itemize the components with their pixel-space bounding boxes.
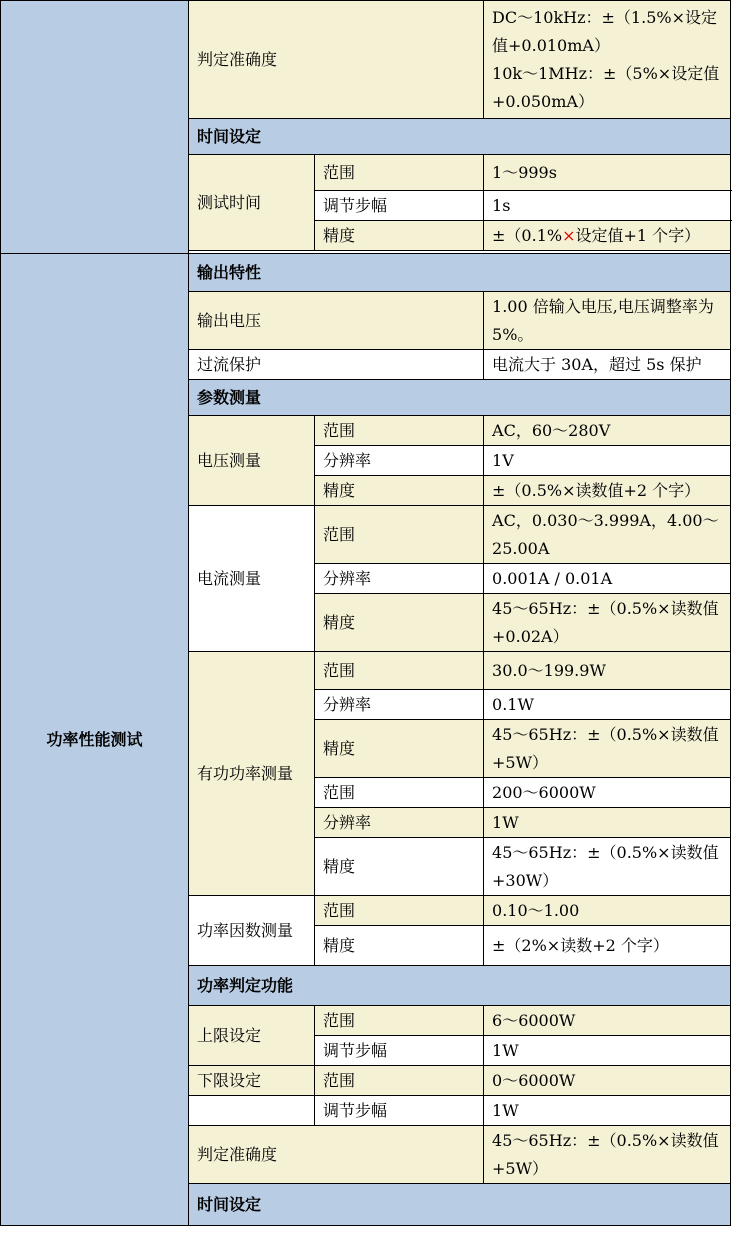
judge-accuracy-value: 45～65Hz：±（0.5%×读数值+5W）	[484, 1126, 731, 1184]
section-row	[1, 254, 731, 292]
precision-value: ±（0.5%×读数值+2 个字）	[484, 476, 731, 506]
range-label: 范围	[315, 155, 484, 191]
category-power-performance: 功率性能测试	[1, 254, 189, 1226]
range-value: AC，60～280V	[484, 416, 731, 446]
resolution-label: 分辨率	[315, 690, 484, 720]
precision-label: 精度	[315, 594, 484, 652]
range-value: 6～6000W	[484, 1006, 731, 1036]
resolution-value: 1W	[484, 808, 731, 838]
range-label: 范围	[315, 1006, 484, 1036]
judge-accuracy-line-2: 10k～1MHz：±（5%×设定值+0.050mA）	[492, 63, 720, 111]
range-label: 范围	[315, 506, 484, 564]
precision-value: 45～65Hz：±（0.5%×读数值+30W）	[484, 838, 731, 896]
range-label: 范围	[315, 896, 484, 926]
precision-label: 精度	[315, 838, 484, 896]
range-value: 30.0～199.9W	[484, 652, 731, 690]
step-value: 1W	[484, 1096, 731, 1126]
range-value: 200～6000W	[484, 778, 731, 808]
resolution-value: 1V	[484, 446, 731, 476]
lower-limit-empty-cell	[189, 1096, 315, 1126]
test-time-label: 测试时间	[189, 155, 315, 251]
range-value: AC，0.030～3.999A，4.00～25.00A	[484, 506, 731, 564]
overcurrent-label: 过流保护	[189, 350, 484, 380]
resolution-value: 0.001A / 0.01A	[484, 564, 731, 594]
current-label: 电流测量	[189, 506, 315, 652]
judge-accuracy-value	[484, 1, 731, 119]
output-voltage-value: 1.00 倍输入电压,电压调整率为 5%。	[484, 292, 731, 350]
judge-accuracy-line-1: DC～10kHz：±（1.5%×设定值+0.010mA）	[492, 7, 717, 55]
range-label: 范围	[315, 416, 484, 446]
precision-value: 45～65Hz：±（0.5%×读数值+0.02A）	[484, 594, 731, 652]
precision-value	[484, 221, 731, 251]
precision-value: ±（2%×读数+2 个字）	[484, 926, 731, 966]
judge-accuracy-label: 判定准确度	[189, 1126, 484, 1184]
range-label: 范围	[315, 1066, 484, 1096]
category-cell-previous	[1, 1, 189, 254]
step-value: 1s	[484, 191, 731, 221]
active-power-label: 有功功率测量	[189, 652, 315, 896]
precision-label: 精度	[315, 926, 484, 966]
precision-prefix: ±（0.1%	[492, 225, 563, 245]
range-value: 0～6000W	[484, 1066, 731, 1096]
power-factor-label: 功率因数测量	[189, 896, 315, 966]
step-label: 调节步幅	[315, 1036, 484, 1066]
step-label: 调节步幅	[315, 191, 484, 221]
range-label: 范围	[315, 778, 484, 808]
lower-limit-label: 下限设定	[189, 1066, 315, 1096]
precision-label: 精度	[315, 720, 484, 778]
section-title-time-setting-2: 时间设定	[189, 1184, 731, 1226]
step-label: 调节步幅	[315, 1096, 484, 1126]
step-value: 1W	[484, 1036, 731, 1066]
section-title-output: 输出特性	[189, 254, 731, 292]
times-sign: ×	[562, 225, 576, 245]
range-value: 0.10～1.00	[484, 896, 731, 926]
section-title-power-judge: 功率判定功能	[189, 966, 731, 1006]
voltage-label: 电压测量	[189, 416, 315, 506]
overcurrent-value: 电流大于 30A，超过 5s 保护	[484, 350, 731, 380]
judge-accuracy-row	[1, 1, 731, 119]
precision-label: 精度	[315, 221, 484, 251]
section-title-measure: 参数测量	[189, 380, 731, 416]
range-label: 范围	[315, 652, 484, 690]
precision-suffix: 设定值+1 个字）	[575, 225, 701, 245]
precision-label: 精度	[315, 476, 484, 506]
output-voltage-label: 输出电压	[189, 292, 484, 350]
resolution-value: 0.1W	[484, 690, 731, 720]
judge-accuracy-label: 判定准确度	[189, 1, 484, 119]
range-value: 1～999s	[484, 155, 731, 191]
resolution-label: 分辨率	[315, 564, 484, 594]
resolution-label: 分辨率	[315, 446, 484, 476]
precision-value: 45～65Hz：±（0.5%×读数值+5W）	[484, 720, 731, 778]
section-title-time-setting: 时间设定	[189, 119, 731, 155]
upper-limit-label: 上限设定	[189, 1006, 315, 1066]
resolution-label: 分辨率	[315, 808, 484, 838]
